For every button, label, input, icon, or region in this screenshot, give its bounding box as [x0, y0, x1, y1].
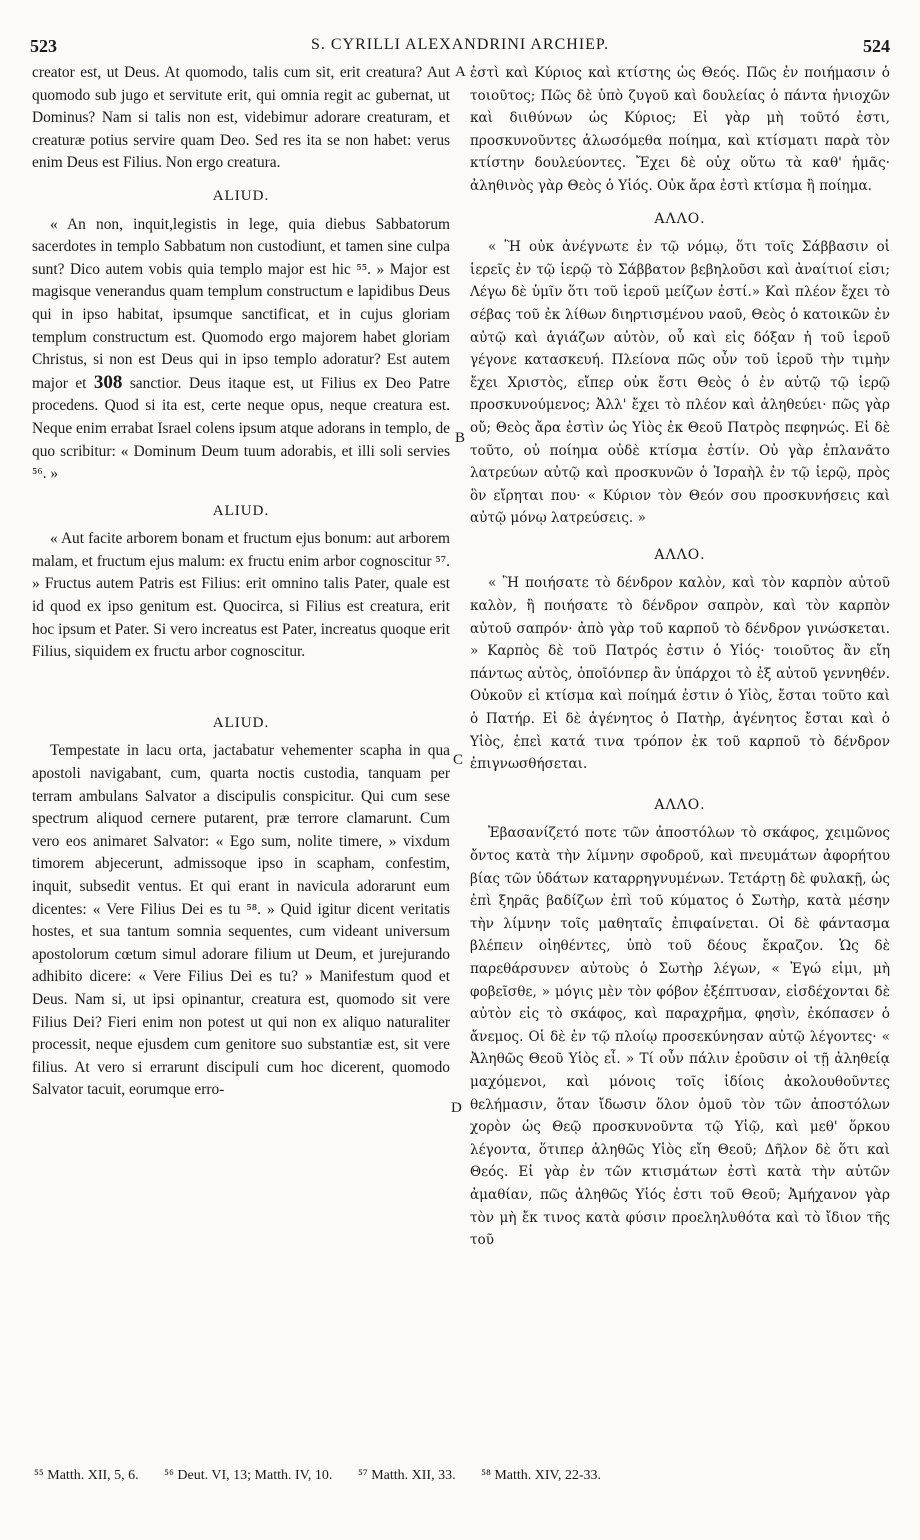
latin-paragraph-3: Tempestate in lacu orta, jactabatur vehementer scapha in qua apostoli navigabant, cum, quarta noctis custodia, tanquam per terram ambulans Salvator a discipulis conspicitur. Qui cum sese spectrum aliquod cernere putarent, præ terrore clamarunt. Cum vero eos animaret Salvator: « Ego sum, nolite timere, » vixdum timorem abjecerunt, admissoque ipso in scapham, confestim, inquit, subsedit ventus. Et qui erant in navicula adorarunt eum dicentes: « Vere Filius Dei es tu ⁵⁸. » Quid igitur dicent veritatis hostes, et sua tantum somnia sequentes, cum videant universum apostolorum cœtum simul adorare filium ut Deum, et jurejurando adhibito dicere: « Vere Filius Dei es tu? » Manifestum quod et Deus. Nam si, ut ipsi opinantur, creatura est, quomodo sit vere Filius Dei? Fieri enim non potest ut qui non ex aliquo naturaliter processit, neque ejusdem cum genitore suo substantiæ est, sit vere filius. At vero si errarunt discipuli cum hoc dicerent, quomodo Salvator tacuit, eorumque erro- — [32, 742, 450, 1099]
greek-heading-2: ΑΛΛΟ. — [654, 546, 706, 563]
greek-paragraph-0: ἐστὶ καὶ Κύριος καὶ κτίστης ὡς Θεός. Πῶς ἐν ποιήμασιν ὁ τοιοῦτος; Πῶς δὲ ὑπὸ ζυγοῦ καὶ δουλείας ὁ πάντα ἡνιοχῶν καὶ διιθύνων ὡς Κύριος; Εἰ γὰρ μὴ τοῦτό ἐστι, προσκυνοῦντες ἁλωσόμεθα ποίημα, καὶ κτίσματι παρὰ τὸν κτίστην δουλεύοντες. Ἔχει δὲ οὐχ οὕτω τὰ καθ' ἡμᾶς· ἀληθινὸς γὰρ Θεὸς ὁ Υἱός. Οὐκ ἄρα ἐστὶ κτίσμα ἢ ποίημα. — [470, 65, 890, 194]
greek-paragraph-3: Ἐβασανίζετό ποτε τῶν ἀποστόλων τὸ σκάφος, χειμῶνος ὄντος κατὰ τὴν λίμνην σφοδροῦ, καὶ πνευμάτων ἀφορήτου βίας τῶν ὑδάτων καταρρηγνυμένων. Τετάρτῃ δὲ φυλακῇ, ὡς ἐπὶ ξηρᾶς βαδίζων ἐπὶ τοῦ κύματος ὁ Σωτὴρ, κατὰ μέσην τὴν λίμνην τοῖς μαθηταῖς ἐπιφαίνεται. Οἱ δὲ φάντασμα βλέπειν οἰηθέντες, ὑπὸ τοῦ δέους ἔκραζον. Ὡς δὲ παρεθάρσυνεν αὐτοὺς ὁ Σωτὴρ λέγων, « Ἐγώ εἰμι, μὴ φοβεῖσθε, » μόγις μὲν τὸν φόβον ἐξέπτυσαν, εἰσδέχονται δὲ αὐτὸν εἰς τὸ σκάφος, καὶ παραχρῆμα, φησὶν, ἐκόπασεν ὁ ἄνεμος. Οἱ δὲ ἐν τῷ πλοίῳ προσεκύνησαν αὐτῷ λέγοντες· « Ἀληθῶς Θεοῦ Υἱὸς εἶ. » Τί οὖν πάλιν ἐροῦσιν οἱ τῇ ἀληθείᾳ μαχόμενοι, καὶ μόνοις τοῖς ἰδίοις ἀκολουθοῦντες θελήμασιν, ὅταν ἴδωσιν ὅλον ὁμοῦ τὸν τῶν ἀποστόλων χορὸν ὡς Θεῷ προσκυνοῦντα τῷ Υἱῷ, καὶ μεθ' ὅρκου λέγοντα, ὅτιπερ ἀληθῶς Υἱὸς εἴη Θεοῦ; Δῆλον δὲ ὅτι καὶ Θεός. Εἰ γὰρ ἐν τῶν κτισμάτων ἐστὶ κατὰ τὴν αὐτῶν ἀμαθίαν, πῶς ἀληθῶς Υἱός ἐστι τοῦ Θεοῦ; Ἀμήχανον γὰρ τὸν μὴ ἔκ τινος κατὰ φύσιν προεληλυθότα καὶ τὸ ἴδιον τῆς τοῦ — [470, 825, 890, 1249]
greek-paragraph-1: « Ἢ οὐκ ἀνέγνωτε ἐν τῷ νόμῳ, ὅτι τοῖς Σάββασιν οἱ ἱερεῖς ἐν τῷ ἱερῷ τὸ Σάββατον βεβηλοῦσι καὶ ἀναίτιοί εἰσι; Λέγω δὲ ὑμῖν ὅτι τοῦ ἱεροῦ μείζων ἐστί.» Καὶ πλέον ἔχει τὸ σέβας τοῦ ἐκ λίθων διηρτισμένου ναοῦ, Θεὸς ὁ κατοικῶν ἐν αὐτῷ καὶ ἁγιάζων αὐτὸν, οὗ καὶ εἰς δόξαν ἡ τοῦ ἱεροῦ γέγονε κατασκευή. Πλείονα πῶς οὖν τοῦ ἱεροῦ τὴν τιμὴν ἔχει Χριστὸς, εἴπερ οὐκ ἔστι Θεὸς ὁ ἐν αὐτῷ τῷ ἱερῷ προσκυνούμενος; Ἀλλ' ἔχει τὸ πλέον καὶ ἀληθεύει· πῶς γὰρ οὔ; Θεὸς ἄρα ἐστὶν ὡς Υἱὸς ἐκ Θεοῦ Πατρὸς πεφηνώς. Εἰ δὲ τοῦτο, οὐ ποίημα οὐδὲ κτίσμα ἐστίν. Οὐ γὰρ ἐπλανᾶτο λατρεύων αὐτῷ καὶ προσκυνῶν ὁ Ἰσραὴλ ἐν τῷ ἱερῷ, πρὸς ὃν εἴρηται που· « Κύριον τὸν Θεόν σου προσκυνήσεις καὶ αὐτῷ μόνῳ λατρεύσεις. » — [470, 239, 890, 527]
latin-paragraph-0: creator est, ut Deus. At quomodo, talis cum sit, erit creatura? Aut quomodo sub jugo et servitute erit, qui omnia regit ac gubernat, ut Dominus? Nam si talis non est, videbimur adorare creaturam, et creaturæ potius servire quam Deo. Sed res ita se non habet: verus enim Deus est Filius. Non ergo creatura. — [32, 64, 450, 172]
latin-paragraph-1: « An non, inquit,legistis in lege, quia diebus Sabbatorum sacerdotes in templo Sabbatum non custodiunt, et tamen sine culpa sunt? Dico autem vobis quia templo major est hic ⁵⁵. » Major est magisque venerandus quam templum constructum e lapidibus Deus qui in ipso habitat, ipsumque sanctificat, et in cujus gloriam templum constructum est. Quomodo ergo majorem habet gloriam Christus, si non est Deus qui in ipso templo adoratur? Est autem major et 308 sanctior. Deus itaque est, ut Filius ex Deo Patre procedens. Quod si ita est, certe neque opus, neque creatura est. Neque enim errabat Israel colens ipsum atque adorans in templo, de quo scribitur: « Dominum Deum tuum adorabis, et illi soli servies ⁵⁶. » — [32, 215, 450, 483]
greek-paragraph-2: « Ἢ ποιήσατε τὸ δένδρον καλὸν, καὶ τὸν καρπὸν αὐτοῦ καλὸν, ἢ ποιήσατε τὸ δένδρον σαπρὸν, καὶ τὸν καρπὸν αὐτοῦ σαπρόν· ἀπὸ γὰρ τοῦ καρποῦ τὸ δένδρον γινώσκεται. » Καρπὸς δὲ τοῦ Πατρός ἐστιν ὁ Υἱός· τοιοῦτος ἂν εἴη πάντως αὐτὸς, ὁποῖόνπερ ἂν ὑπάρχοι τὸ ἐξ αὐτοῦ γεννηθέν. Οὐκοῦν εἰ κτίσμα καὶ ποίημά ἐστιν ὁ Υἱὸς, ἔσται τοῦτο καὶ ὁ Πατήρ. Εἰ δὲ ἀγένητος ὁ Πατὴρ, ἀγένητος ἔσται καὶ ὁ Υἱὸς, ἐπεὶ κατά τινα τρόπον ἐκ τοῦ καρποῦ τὸ δένδρον ἐπιγνωσθήσεται. — [470, 575, 890, 773]
greek-heading-3: ΑΛΛΟ. — [654, 796, 706, 813]
footnote-56: ⁵⁶ Deut. VI, 13; Matth. IV, 10. — [164, 1468, 333, 1483]
column-number: 308 — [93, 371, 123, 393]
footnote-58: ⁵⁸ Matth. XIV, 22-33. — [481, 1468, 602, 1483]
margin-letter-a: A — [455, 64, 466, 80]
greek-heading-1: ΑΛΛΟ. — [654, 210, 706, 227]
footnote-57: ⁵⁷ Matth. XII, 33. — [357, 1468, 456, 1483]
page-number-left: 523 — [30, 36, 57, 56]
margin-letter-d: D — [451, 1100, 462, 1116]
latin-heading-1: ALIUD. — [212, 187, 270, 204]
margin-letter-b: B — [455, 430, 466, 446]
footnotes — [34, 1468, 894, 1484]
greek-column — [470, 62, 890, 1252]
margin-letter-c: C — [453, 752, 464, 768]
latin-heading-3: ALIUD. — [212, 714, 270, 731]
latin-column — [32, 62, 450, 1102]
page-number-right: 524 — [863, 36, 890, 56]
latin-heading-2: ALIUD. — [212, 502, 270, 519]
footnote-55: ⁵⁵ Matth. XII, 5, 6. — [34, 1468, 139, 1483]
page-header — [30, 36, 890, 60]
latin-paragraph-2: « Aut facite arborem bonam et fructum ejus bonum: aut arborem malam, et fructum ejus malum: ex fructu enim arbor cognoscitur ⁵⁷. » Fructus autem Patris est Filius: erit omnino talis Pater, quale est id quod ex ipso genitum est. Quocirca, si Filius est creatura, erit hoc ipsum et Pater. Si vero increatus est Pater, increatus quoque erit Filius, siquidem ex fructu arbor cognoscitur. — [32, 530, 450, 661]
running-title: S. CYRILLI ALEXANDRINI ARCHIEP. — [310, 36, 610, 53]
